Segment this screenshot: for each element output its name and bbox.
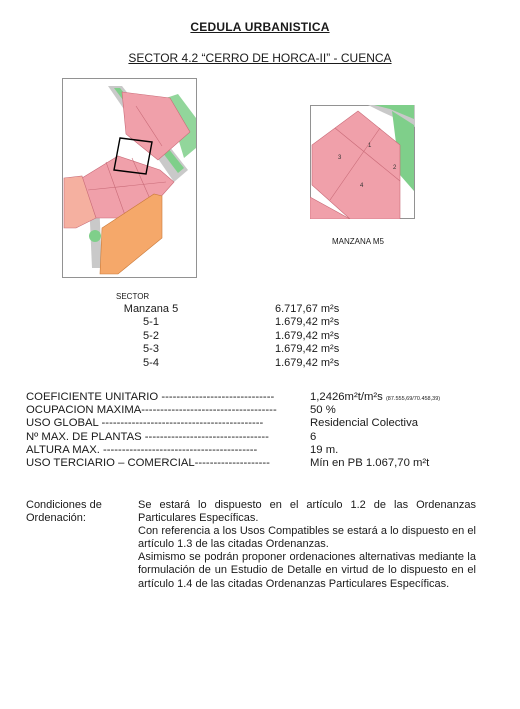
sector-caption: SECTOR [116,292,150,301]
param-row [26,457,506,470]
area-value: 6.717,67 m²s [275,303,340,315]
conditions-paragraph: Con referencia a los Usos Compatibles se estará a lo dispuesto en el artículo 1.3 de las citadas Ordenanzas. [138,525,476,551]
param-row [26,404,506,417]
param-value: 6 [310,430,317,443]
param-value: 19 m. [310,443,339,456]
param-label: COEFICIENTE UNITARIO ------------------------------ [26,391,275,403]
plot-number-2: 2 [393,165,397,171]
area-label: Manzana 5 [123,303,179,315]
conditions-paragraph: Se estará lo dispuesto en el artículo 1.2 de las Ordenanzas Particulares Específicas. [138,499,476,525]
area-value: 1.679,42 m²s [275,316,340,329]
parameters-list [26,391,506,470]
sector-map [62,78,197,278]
param-value: 1,2426m²t/m²s [310,391,383,403]
param-label: Nº MAX. DE PLANTAS --------------------------------- [26,430,269,443]
area-label: 5-4 [143,356,159,369]
areas-table [112,303,382,370]
param-row [26,431,506,444]
area-row [112,343,382,356]
param-value: Residencial Colectiva [310,417,418,430]
area-row [112,357,382,370]
param-note: (87.555,69/70.458,39) [385,396,441,402]
param-label: USO TERCIARIO – COMERCIAL-------------------- [26,456,270,469]
area-label: 5-3 [143,343,159,356]
manzana-caption: MANZANA M5 [332,237,385,246]
area-label: 5-1 [143,316,159,329]
param-label: ALTURA MAX. ----------------------------------------- [26,443,258,456]
area-value: 1.679,42 m²s [275,356,340,369]
param-row [26,444,506,457]
document-title: CEDULA URBANISTICA [190,20,330,34]
area-value: 1.679,42 m²s [275,343,340,356]
conditions-paragraph: Asimismo se podrán proponer ordenaciones alternativas mediante la formulación de un Estudio de Detalle en virtud de lo dispuesto en el artículo 1.4 de las citadas Ordenanzas Particulares Específicas. [138,551,476,590]
area-row [112,316,382,329]
plot-number-1: 1 [368,143,372,149]
document-subtitle: SECTOR 4.2 “CERRO DE HORCA-II” - CUENCA [128,51,392,65]
param-label: USO GLOBAL ------------------------------------------- [26,417,264,430]
param-label: OCUPACION MAXIMA------------------------------------ [26,404,277,417]
conditions-label: Condiciones de Ordenación: [26,499,102,525]
param-row [26,417,506,430]
area-value: 1.679,42 m²s [275,329,340,342]
area-label: 5-2 [143,329,159,342]
area-row [112,303,382,316]
plot-number-4: 4 [360,183,364,189]
conditions-text [138,499,476,591]
param-value: 50 % [310,404,336,417]
manzana-map [310,105,415,219]
plot-number-3: 3 [338,155,342,161]
param-row [26,391,506,404]
area-row [112,330,382,343]
sector-roundabout [89,230,101,242]
param-value: Mín en PB 1.067,70 m²t [310,456,430,469]
